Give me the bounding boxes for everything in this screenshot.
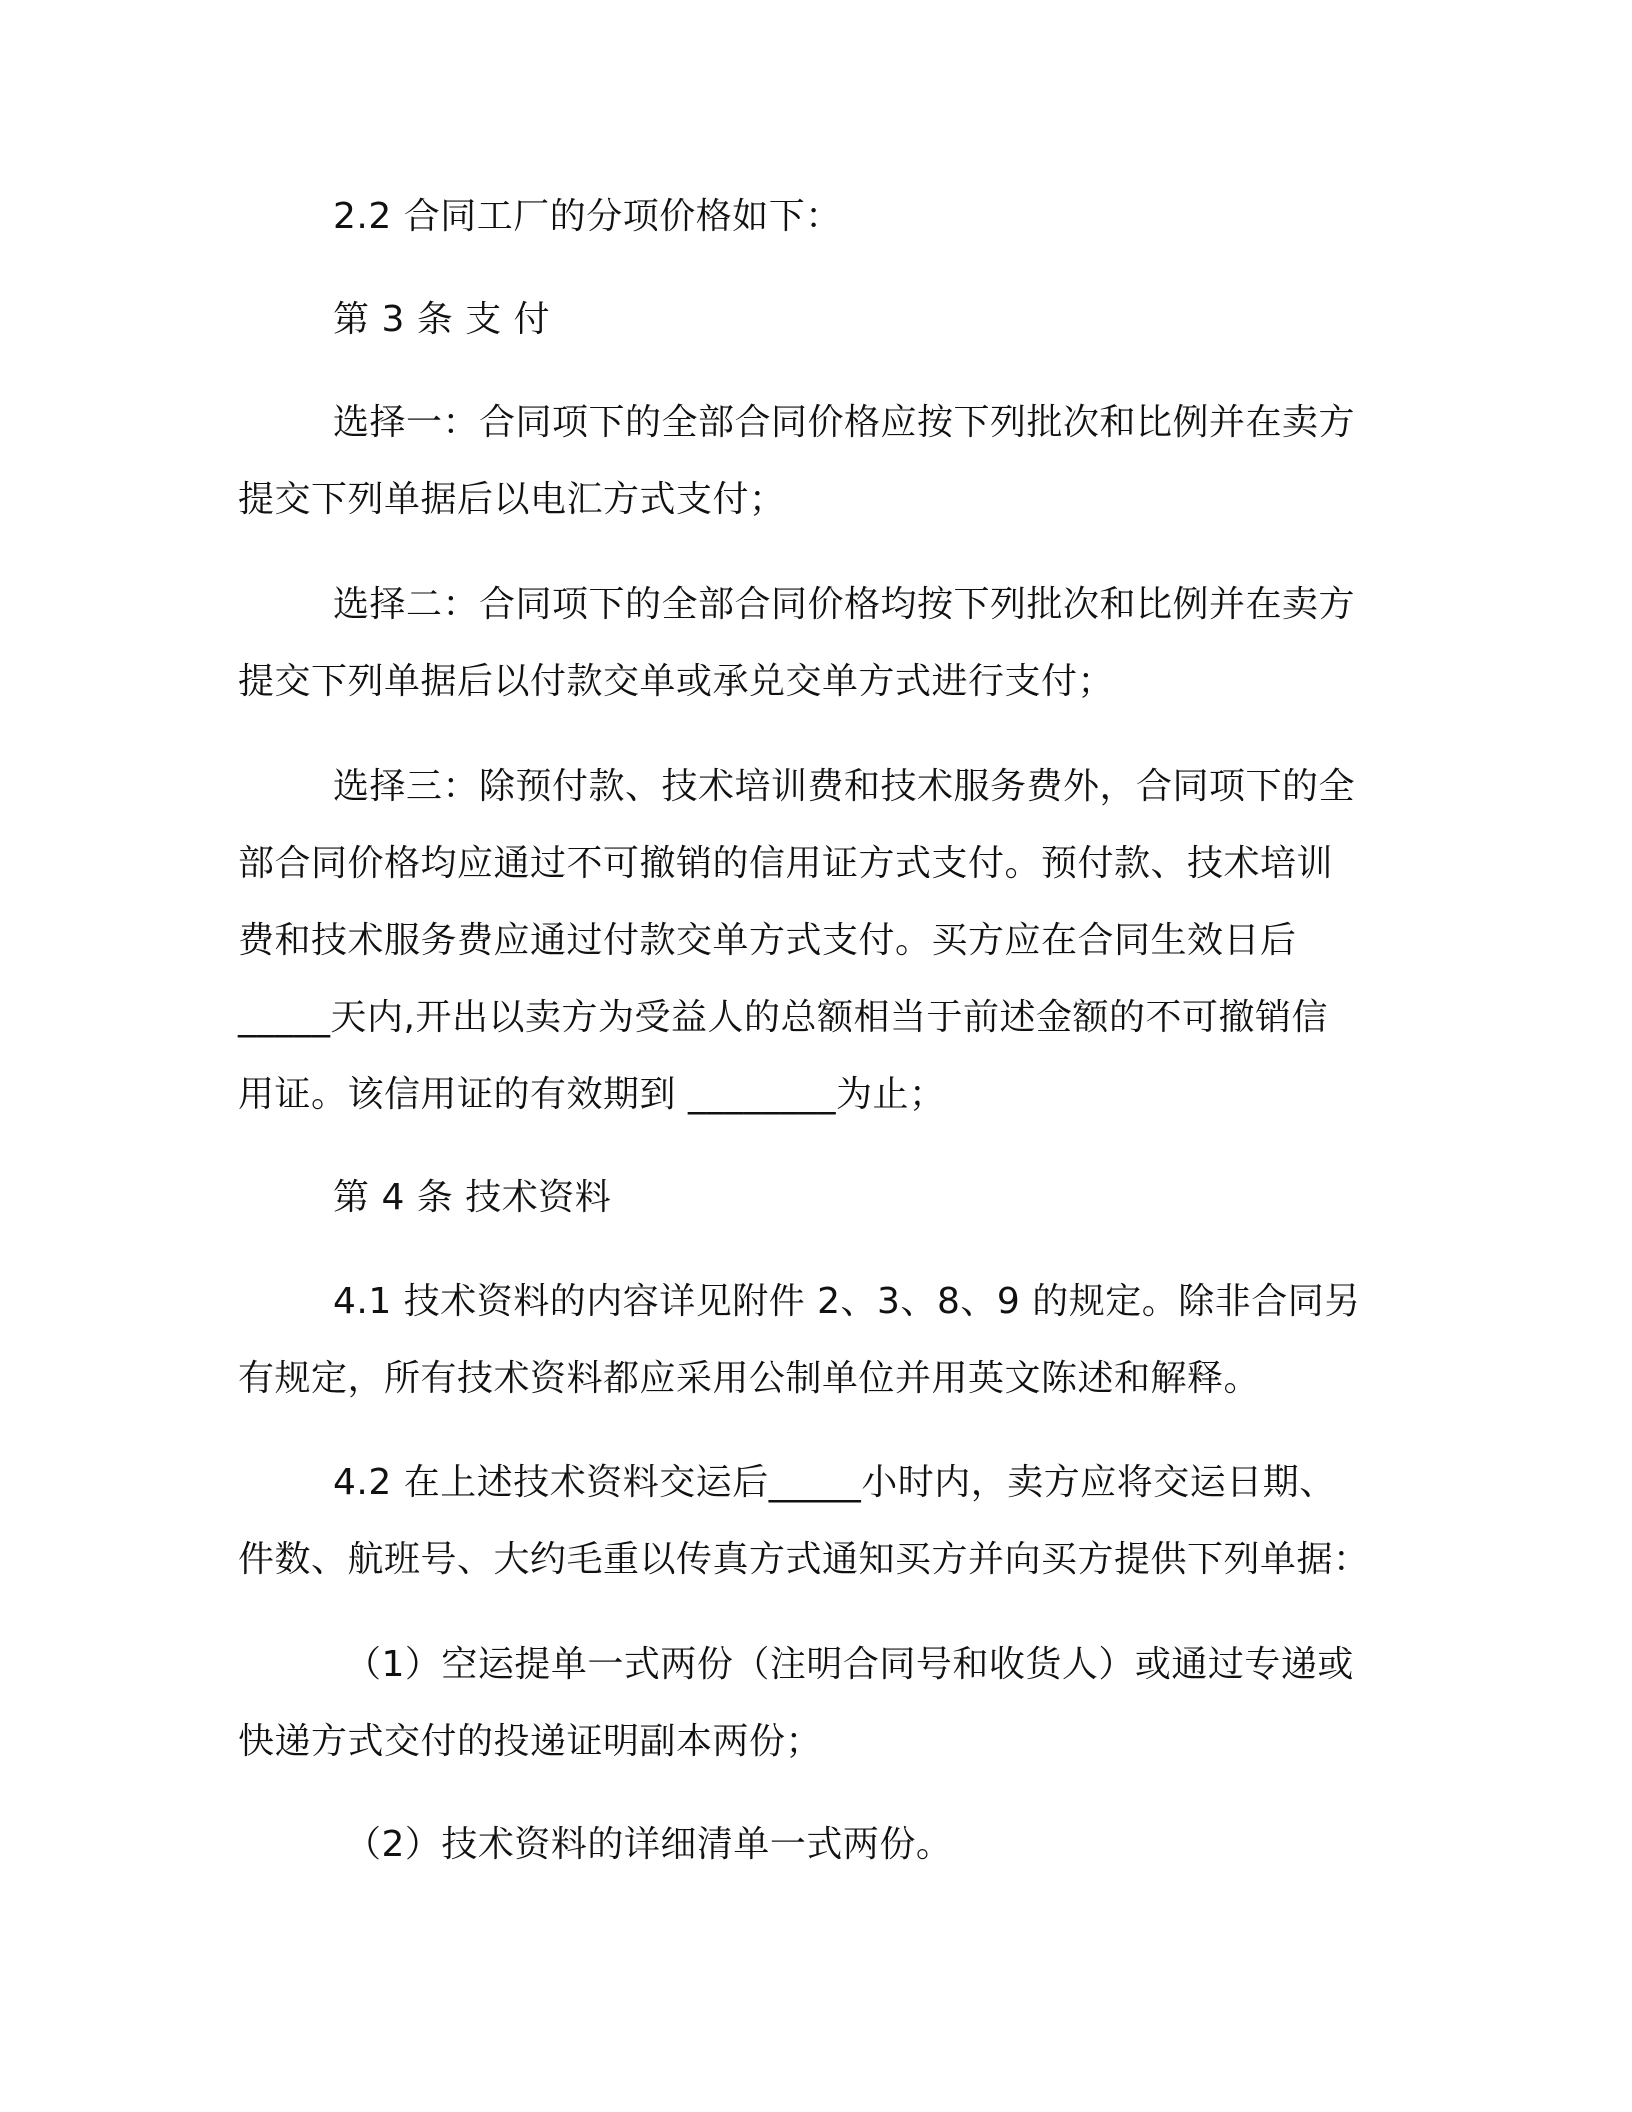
option-3-line-2: 部合同价格均应通过不可撤销的信用证方式支付。预付款、技术培训 [238, 843, 1334, 884]
option-3-line-4: _____天内,开出以卖方为受益人的总额相当于前述金额的不可撤销信 [238, 997, 1328, 1038]
section-4-2-line-1: 4.2 在上述技术资料交运后_____小时内，卖方应将交运日期、 [333, 1462, 1336, 1503]
article-3-heading: 第 3 条 支 付 [333, 299, 551, 340]
option-3-line-3: 费和技术服务费应通过付款交单方式支付。买方应在合同生效日后 [238, 920, 1297, 961]
list-item-1-line-2: 快递方式交付的投递证明副本两份； [238, 1721, 823, 1762]
option-1-line-2: 提交下列单据后以电汇方式支付； [238, 479, 786, 520]
option-2-line-2: 提交下列单据后以付款交单或承兑交单方式进行支付； [238, 661, 1115, 702]
list-item-1-line-1: （1）空运提单一式两份（注明合同号和收货人）或通过专递或 [345, 1644, 1354, 1685]
section-4-1-line-1: 4.1 技术资料的内容详见附件 2、3、8、9 的规定。除非合同另 [333, 1281, 1361, 1322]
list-item-2: （2）技术资料的详细清单一式两份。 [345, 1824, 953, 1865]
section-4-2-line-2: 件数、航班号、大约毛重以传真方式通知买方并向买方提供下列单据： [238, 1539, 1370, 1580]
option-3-line-5: 用证。该信用证的有效期到 ________为止； [238, 1074, 946, 1115]
option-3-line-1: 选择三：除预付款、技术培训费和技术服务费外，合同项下的全 [333, 766, 1356, 807]
article-4-heading: 第 4 条 技术资料 [333, 1177, 612, 1218]
section-2-2-heading: 2.2 合同工厂的分项价格如下： [333, 196, 842, 237]
option-2-line-1: 选择二：合同项下的全部合同价格均按下列批次和比例并在卖方 [333, 584, 1356, 625]
option-1-line-1: 选择一：合同项下的全部合同价格应按下列批次和比例并在卖方 [333, 402, 1356, 443]
section-4-1-line-2: 有规定，所有技术资料都应采用公制单位并用英文陈述和解释。 [238, 1358, 1261, 1399]
